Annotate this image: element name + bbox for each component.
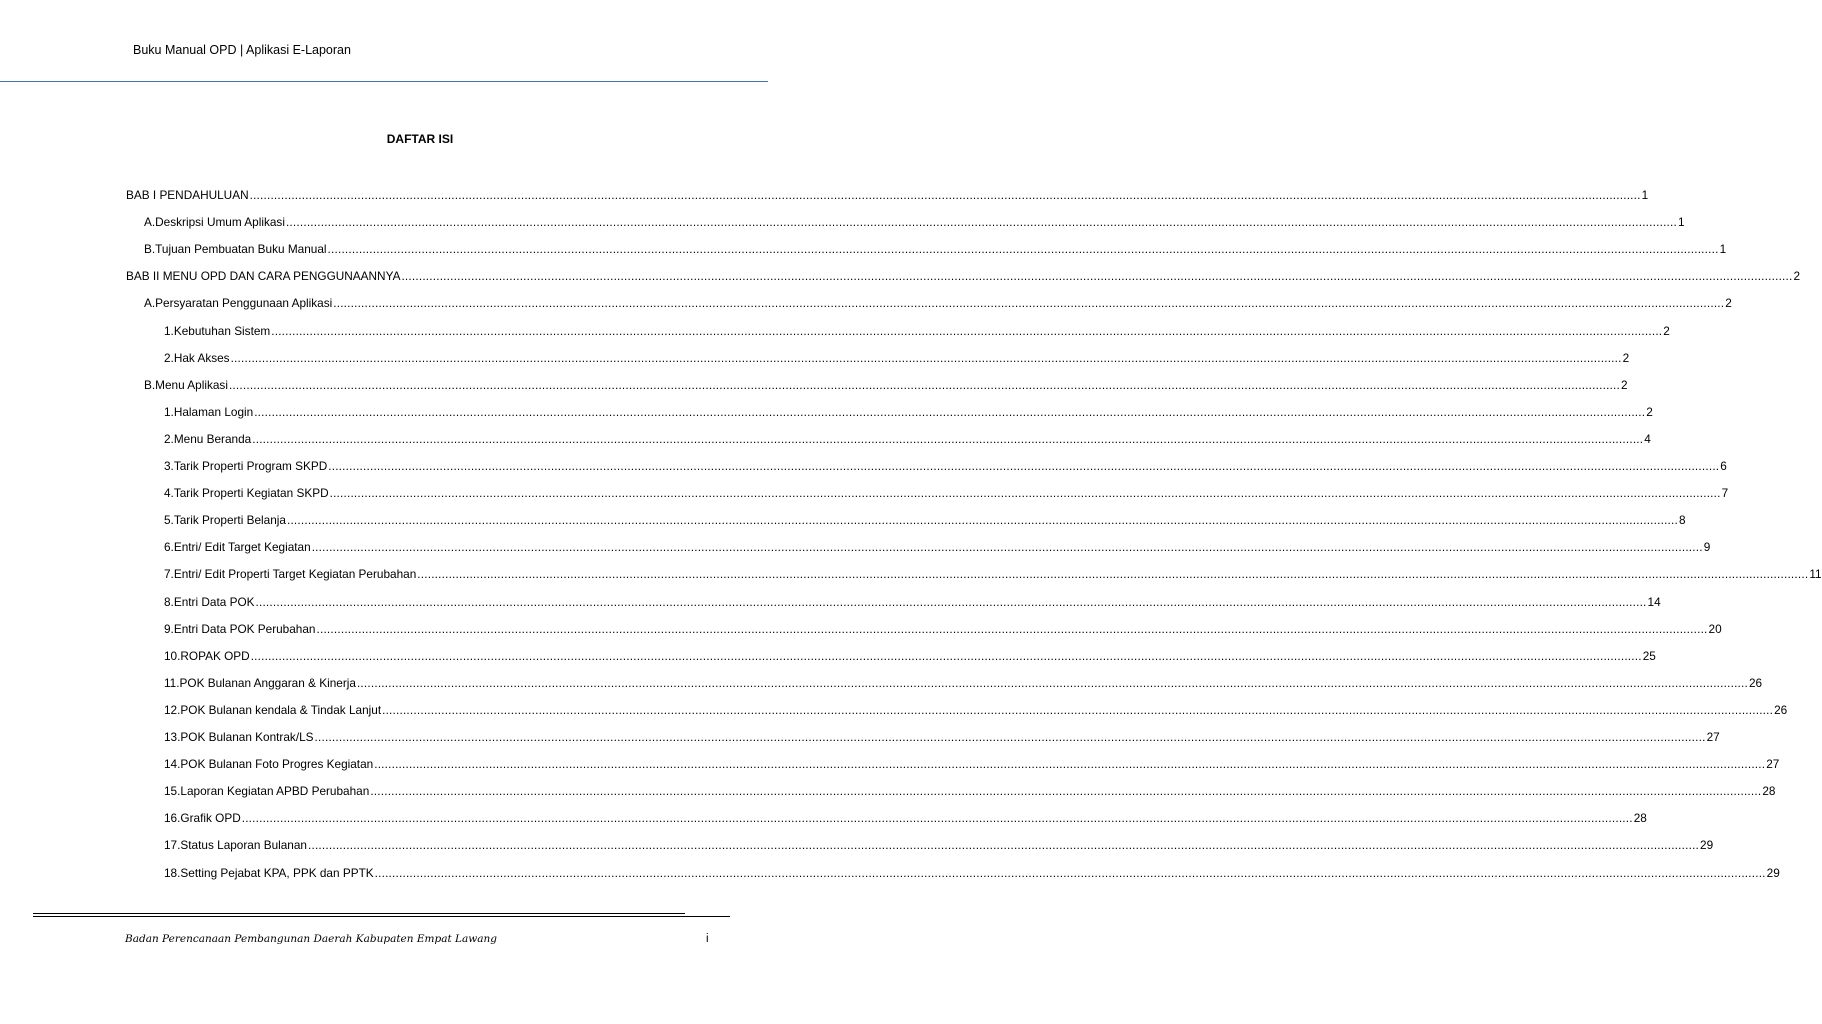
- footer-divider: [33, 916, 730, 917]
- toc-entry-label: Tarik Properti Belanja: [173, 513, 286, 528]
- toc-entry-page: 7: [1721, 486, 1729, 501]
- toc-dot-leader: ................................................................................................................................................................................................................................................................................................................................................................................................................: [271, 323, 1663, 338]
- toc-entry-label: POK Bulanan Kontrak/LS: [180, 730, 314, 744]
- toc-dot-leader: ................................................................................................................................................................................................................................................................................................................................................................................................................: [255, 594, 1647, 609]
- toc-dot-leader: ................................................................................................................................................................................................................................................................................................................................................................................................................: [382, 702, 1774, 717]
- toc-dot-leader: ................................................................................................................................................................................................................................................................................................................................................................................................................: [252, 431, 1644, 446]
- toc-dot-leader: ................................................................................................................................................................................................................................................................................................................................................................................................................: [314, 730, 1706, 744]
- toc-entry-number: 5.: [164, 513, 174, 528]
- toc-entry-label: Hak Akses: [173, 350, 230, 365]
- toc-entry-label: Menu Beranda: [173, 431, 252, 446]
- toc-dot-leader: ................................................................................................................................................................................................................................................................................................................................................................................................................: [286, 513, 1678, 528]
- toc-entry-label: Tarik Properti Program SKPD: [173, 459, 328, 473]
- toc-entry[interactable]: [164, 618, 1722, 636]
- toc-entry-page: 29: [1766, 865, 1780, 880]
- toc-entry-number: A.: [144, 215, 156, 230]
- toc-entry-label: Deskripsi Umum Aplikasi: [155, 215, 285, 230]
- toc-dot-leader: ................................................................................................................................................................................................................................................................................................................................................................................................................: [311, 540, 1703, 555]
- toc-dot-leader: ................................................................................................................................................................................................................................................................................................................................................................................................................: [370, 784, 1762, 799]
- toc-entry-page: 28: [1633, 811, 1647, 826]
- toc-entry[interactable]: [164, 672, 1763, 690]
- toc-entry-page: 9: [1703, 540, 1711, 555]
- toc-entry[interactable]: [164, 428, 1651, 446]
- toc-entry-label: Tarik Properti Kegiatan SKPD: [173, 486, 329, 501]
- toc-entry[interactable]: [164, 807, 1647, 826]
- toc-entry[interactable]: [164, 726, 1720, 744]
- toc-entry-number: 13.: [164, 730, 181, 744]
- toc-entry-label: Entri Data POK Perubahan: [173, 621, 316, 636]
- toc-entry[interactable]: [164, 862, 1780, 880]
- toc-dot-leader: ................................................................................................................................................................................................................................................................................................................................................................................................................: [228, 377, 1620, 392]
- toc-title: DAFTAR ISI: [386, 132, 454, 146]
- toc-entry-number: 1.: [164, 404, 174, 419]
- toc-entry[interactable]: [164, 753, 1780, 772]
- toc-entry-page: 1: [1641, 188, 1649, 202]
- toc-entry-page: 8: [1679, 513, 1686, 528]
- toc-entry[interactable]: [164, 509, 1686, 528]
- toc-entry[interactable]: [164, 455, 1727, 473]
- toc-entry-number: 10.: [164, 648, 181, 663]
- toc-dot-leader: ................................................................................................................................................................................................................................................................................................................................................................................................................: [285, 215, 1677, 230]
- toc-entry-number: 9.: [164, 621, 174, 636]
- toc-dot-leader: ................................................................................................................................................................................................................................................................................................................................................................................................................: [241, 811, 1633, 826]
- toc-entry-page: 6: [1720, 459, 1727, 473]
- toc-entry-number: 8.: [164, 594, 174, 609]
- toc-entry-page: 2: [1646, 404, 1653, 419]
- toc-entry-page: 26: [1748, 675, 1763, 690]
- toc-entry[interactable]: [164, 591, 1661, 609]
- toc-entry-page: 2: [1793, 269, 1801, 284]
- toc-entry[interactable]: [164, 320, 1670, 338]
- toc-dot-leader: ................................................................................................................................................................................................................................................................................................................................................................................................................: [356, 675, 1748, 690]
- toc-dot-leader: ................................................................................................................................................................................................................................................................................................................................................................................................................: [230, 350, 1622, 365]
- toc-dot-leader: ................................................................................................................................................................................................................................................................................................................................................................................................................: [329, 486, 1721, 501]
- toc-dot-leader: ................................................................................................................................................................................................................................................................................................................................................................................................................: [316, 621, 1708, 636]
- toc-entry[interactable]: [164, 699, 1788, 717]
- toc-entry-number: 6.: [164, 540, 174, 555]
- footer-divider-top: [33, 913, 685, 914]
- toc-entry-label: POK Bulanan Foto Progres Kegiatan: [180, 757, 374, 772]
- toc-dot-leader: ................................................................................................................................................................................................................................................................................................................................................................................................................: [401, 269, 1793, 284]
- toc-entry-label: POK Bulanan Anggaran & Kinerja: [179, 675, 356, 690]
- toc-dot-leader: ................................................................................................................................................................................................................................................................................................................................................................................................................: [327, 242, 1719, 257]
- toc-entry-number: 11.: [164, 675, 180, 690]
- header-divider: [0, 81, 768, 82]
- toc-entry-page: 25: [1642, 648, 1656, 663]
- toc-entry-label: BAB II MENU OPD DAN CARA PENGGUNAANNYA: [126, 269, 401, 284]
- toc-entry-page: 1: [1719, 242, 1727, 257]
- toc-entry-label: POK Bulanan kendala & Tindak Lanjut: [180, 702, 382, 717]
- toc-entry-page: 14: [1647, 594, 1661, 609]
- toc-entry-page: 27: [1706, 730, 1720, 744]
- toc-dot-leader: ................................................................................................................................................................................................................................................................................................................................................................................................................: [250, 648, 1642, 663]
- toc-entry-label: Setting Pejabat KPA, PPK dan PPTK: [180, 865, 374, 880]
- toc-dot-leader: ................................................................................................................................................................................................................................................................................................................................................................................................................: [374, 865, 1766, 880]
- toc-entry[interactable]: [164, 645, 1656, 663]
- toc-entry-page: 27: [1766, 757, 1780, 772]
- toc-entry-page: 29: [1700, 838, 1714, 853]
- toc-entry-page: 4: [1644, 431, 1651, 446]
- toc-entry-label: Laporan Kegiatan APBD Perubahan: [180, 784, 370, 799]
- toc-entry-label: Kebutuhan Sistem: [173, 323, 271, 338]
- toc-entry-page: 2: [1622, 350, 1630, 365]
- toc-entry[interactable]: [164, 347, 1630, 365]
- toc-entry-label: Halaman Login: [173, 404, 254, 419]
- toc-dot-leader: ................................................................................................................................................................................................................................................................................................................................................................................................................: [254, 404, 1646, 419]
- toc-entry[interactable]: [164, 780, 1776, 799]
- toc-dot-leader: ................................................................................................................................................................................................................................................................................................................................................................................................................: [333, 296, 1725, 311]
- toc-entry-page: 2: [1620, 377, 1628, 392]
- toc-entry-label: Status Laporan Bulanan: [180, 838, 307, 853]
- toc-entry-page: 20: [1708, 621, 1722, 636]
- toc-entry-number: 2.: [164, 350, 174, 365]
- toc-entry-label: Menu Aplikasi: [155, 377, 228, 392]
- toc-entry[interactable]: [164, 401, 1653, 419]
- toc-entry[interactable]: [144, 292, 1732, 311]
- toc-entry[interactable]: [164, 536, 1711, 555]
- toc-entry-page: 28: [1762, 784, 1776, 799]
- toc-entry-number: 1.: [164, 323, 174, 338]
- toc-dot-leader: ................................................................................................................................................................................................................................................................................................................................................................................................................: [249, 188, 1641, 202]
- toc-entry-label: Entri/ Edit Properti Target Kegiatan Perubahan: [173, 567, 417, 582]
- toc-entry-number: 7.: [164, 567, 174, 582]
- toc-entry-label: Grafik OPD: [180, 811, 241, 826]
- page-header: Buku Manual OPD | Aplikasi E-Laporan: [133, 43, 351, 57]
- footer-institution: Badan Perencanaan Pembangunan Daerah Kabupaten Empat Lawang: [125, 933, 497, 945]
- toc-entry-page: 11: [1809, 567, 1822, 582]
- toc-entry-page: 26: [1774, 702, 1788, 717]
- toc-entry[interactable]: [144, 211, 1685, 230]
- toc-entry[interactable]: [144, 374, 1628, 392]
- toc-dot-leader: ................................................................................................................................................................................................................................................................................................................................................................................................................: [328, 459, 1720, 473]
- toc-dot-leader: ................................................................................................................................................................................................................................................................................................................................................................................................................: [417, 567, 1809, 582]
- toc-dot-leader: ................................................................................................................................................................................................................................................................................................................................................................................................................: [308, 838, 1700, 853]
- toc-entry[interactable]: [164, 834, 1714, 853]
- toc-entry-label: BAB I PENDAHULUAN: [126, 188, 249, 202]
- toc-entry-number: 3.: [164, 459, 174, 473]
- toc-entry-number: B.: [144, 377, 156, 392]
- toc-entry-number: B.: [144, 242, 156, 257]
- toc-entry-number: 17.: [164, 838, 181, 853]
- toc-entry-label: Entri/ Edit Target Kegiatan: [173, 540, 311, 555]
- toc-entry-label: Persyaratan Penggunaan Aplikasi: [155, 296, 333, 311]
- toc-entry-page: 2: [1663, 323, 1670, 338]
- toc-entry[interactable]: [164, 563, 1822, 582]
- toc-entry[interactable]: [126, 265, 1801, 284]
- toc-entry-page: 1: [1677, 215, 1685, 230]
- toc-entry-number: 14.: [164, 757, 181, 772]
- toc-entry-number: 18.: [164, 865, 181, 880]
- toc-entry-number: 2.: [164, 431, 174, 446]
- toc-entry-label: Entri Data POK: [173, 594, 255, 609]
- toc-entry-label: ROPAK OPD: [180, 648, 250, 663]
- toc-dot-leader: ................................................................................................................................................................................................................................................................................................................................................................................................................: [374, 757, 1766, 772]
- toc-entry[interactable]: [126, 184, 1649, 202]
- toc-entry-label: Tujuan Pembuatan Buku Manual: [155, 242, 327, 257]
- toc-entry[interactable]: [144, 238, 1727, 257]
- toc-entry-number: 16.: [164, 811, 181, 826]
- toc-entry-number: 15.: [164, 784, 181, 799]
- toc-entry-number: 12.: [164, 702, 181, 717]
- footer-page-number: i: [706, 933, 709, 945]
- toc-entry-number: A.: [144, 296, 156, 311]
- toc-entry-page: 2: [1725, 296, 1732, 311]
- toc-entry[interactable]: [164, 482, 1729, 501]
- toc-entry-number: 4.: [164, 486, 174, 501]
